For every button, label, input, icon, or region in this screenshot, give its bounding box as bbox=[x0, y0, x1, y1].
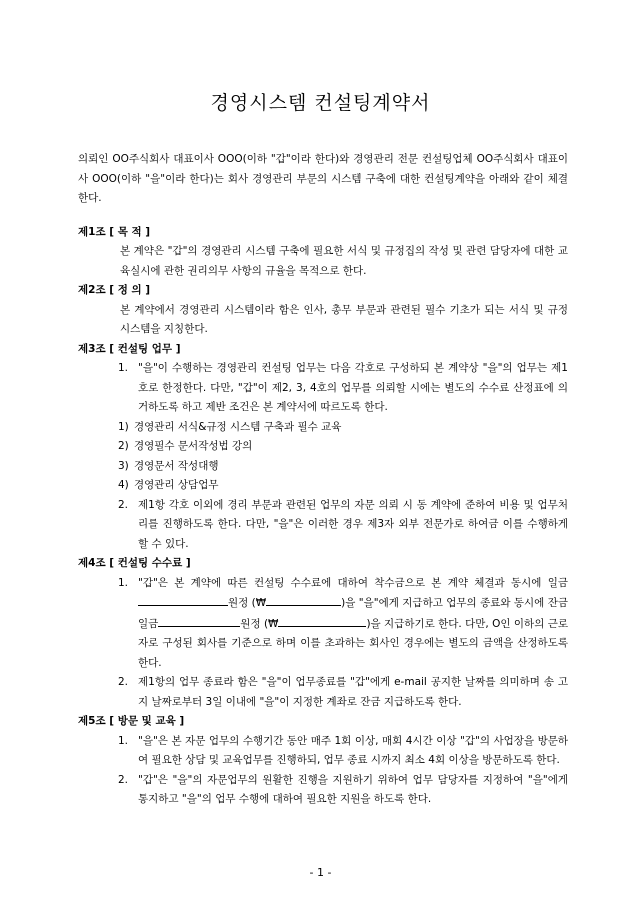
item-text: )을 지급하기로 한다. 다만, O인 이하의 근로자로 구성된 회사를 기준으로 하며 이를 초과하는 회사인 경우에는 별도의 금액을 산정하도록 한다. bbox=[138, 617, 568, 669]
article-heading: 제3조 [ 컨설팅 업무 ] bbox=[78, 342, 181, 355]
item-text: "갑"은 "을"의 자문업무의 원활한 진행을 지원하기 위하여 업무 담당자를 지정하여 "을"에게 통지하고 "을"의 업무 수행에 대하여 필요한 지원을 하도록 한다. bbox=[138, 773, 568, 805]
blank-line bbox=[266, 593, 341, 606]
intro-paragraph: 의뢰인 OO주식회사 대표이사 OOO(이하 "갑"이라 한다)와 경영관리 전문 컨설팅업체 OO주식회사 대표이사 OOO(이하 "을"이라 한다)는 회사 경영관리 부문의 시스템 구축에 대한 컨설팅계약을 아래와 같이 체결한다. bbox=[78, 153, 568, 204]
blank-line bbox=[278, 614, 366, 627]
item-text: 경영문서 작성대행 bbox=[134, 459, 219, 472]
item-number: 1. bbox=[118, 734, 129, 747]
item-number: 2. bbox=[118, 773, 129, 786]
sub-item bbox=[78, 437, 568, 457]
item-text: 원정 (₩ bbox=[240, 617, 279, 630]
item-number: 1. bbox=[118, 576, 129, 589]
article-heading: 제4조 [ 컨설팅 수수료 ] bbox=[78, 557, 191, 569]
sub-item bbox=[78, 418, 568, 438]
item-text: 제1항의 업무 종료라 함은 "을"이 업무종료를 "갑"에게 e-mail 공지한 날짜를 의미하며 송 고지 날짜로부터 3일 이내에 "을"이 지정한 계좌로 잔금 지급하도록 한다. bbox=[138, 676, 568, 708]
list-item bbox=[78, 359, 568, 418]
item-text: "을"은 본 자문 업무의 수행기간 동안 매주 1회 이상, 매회 4시간 이상 "갑"의 사업장을 방문하여 필요한 상담 및 교육업무를 진행하되, 업무 종료 시까지 최소 4회 이상을 방문하도록 한다. bbox=[138, 734, 568, 766]
sub-item bbox=[78, 457, 568, 477]
item-text: "갑"은 본 계약에 따른 컨설팅 수수료에 대하여 착수금으로 본 계약 체결과 동시에 일금 bbox=[138, 576, 568, 589]
article-2 bbox=[78, 281, 568, 340]
article-4 bbox=[78, 554, 568, 712]
document-body bbox=[78, 150, 568, 810]
item-number: 4) bbox=[118, 479, 129, 491]
item-number: 2. bbox=[118, 676, 129, 688]
article-3 bbox=[78, 340, 568, 555]
list-item bbox=[78, 496, 568, 555]
list-item bbox=[78, 673, 568, 712]
item-text: 원정 (₩ bbox=[228, 597, 267, 609]
sub-item bbox=[78, 476, 568, 496]
list-item bbox=[78, 574, 568, 674]
item-text: 제1항 각호 이외에 경리 부문과 관련된 업무의 자문 의뢰 시 동 계약에 준하여 비용 및 업무처리를 진행하도록 한다. 다만, "을"은 이러한 경우 제3자 외부 전문가로 하여금 이를 수행하게 할 수 있다. bbox=[138, 498, 568, 550]
item-text: "을"이 수행하는 경영관리 컨설팅 업무는 다음 각호로 구성하되 본 계약상 "을"의 업무는 제1호로 한정한다. 다만, "갑"이 제2, 3, 4호의 업무를 의뢰할 시에는 별도의 수수료 산정표에 의거하도록 하고 제반 조건은 본 계약서에 따르도록 한다. bbox=[138, 362, 568, 413]
item-text: )을 "을"에게 지급하고 업무의 종료와 동시에 잔금 일금 bbox=[138, 597, 569, 630]
blank-line bbox=[138, 593, 228, 606]
list-item bbox=[78, 732, 568, 771]
item-number: 2. bbox=[118, 498, 129, 511]
item-number: 2) bbox=[118, 440, 129, 452]
article-heading: 제5조 [ 방문 및 교육 ] bbox=[78, 715, 185, 727]
article-heading: 제1조 [ 목 적 ] bbox=[78, 225, 151, 238]
item-number: 1) bbox=[118, 420, 129, 433]
item-number: 1. bbox=[118, 362, 129, 374]
article-heading: 제2조 [ 정 의 ] bbox=[78, 284, 151, 296]
page-number: - 1 - bbox=[309, 866, 332, 879]
item-text: 경영필수 문서작성법 강의 bbox=[134, 440, 253, 452]
item-text: 경영관리 서식&규정 시스템 구축과 필수 교육 bbox=[134, 420, 342, 433]
list-item bbox=[78, 771, 568, 810]
item-number: 3) bbox=[118, 459, 129, 472]
blank-line bbox=[158, 614, 240, 627]
item-text: 경영관리 상담업무 bbox=[134, 479, 219, 491]
article-1 bbox=[78, 223, 568, 282]
article-body: 본 계약은 "갑"의 경영관리 시스템 구축에 필요한 서식 및 규정집의 작성 및 관련 담당자에 대한 교육실시에 관한 권리의무 사항의 규율을 목적으로 한다. bbox=[120, 245, 568, 277]
article-body: 본 계약에서 경영관리 시스템이라 함은 인사, 총무 부문과 관련된 필수 기초가 되는 서식 및 규정 시스템을 지칭한다. bbox=[120, 303, 568, 335]
article-5 bbox=[78, 712, 568, 810]
document-title: 경영시스템 컨설팅계약서 bbox=[210, 92, 431, 114]
